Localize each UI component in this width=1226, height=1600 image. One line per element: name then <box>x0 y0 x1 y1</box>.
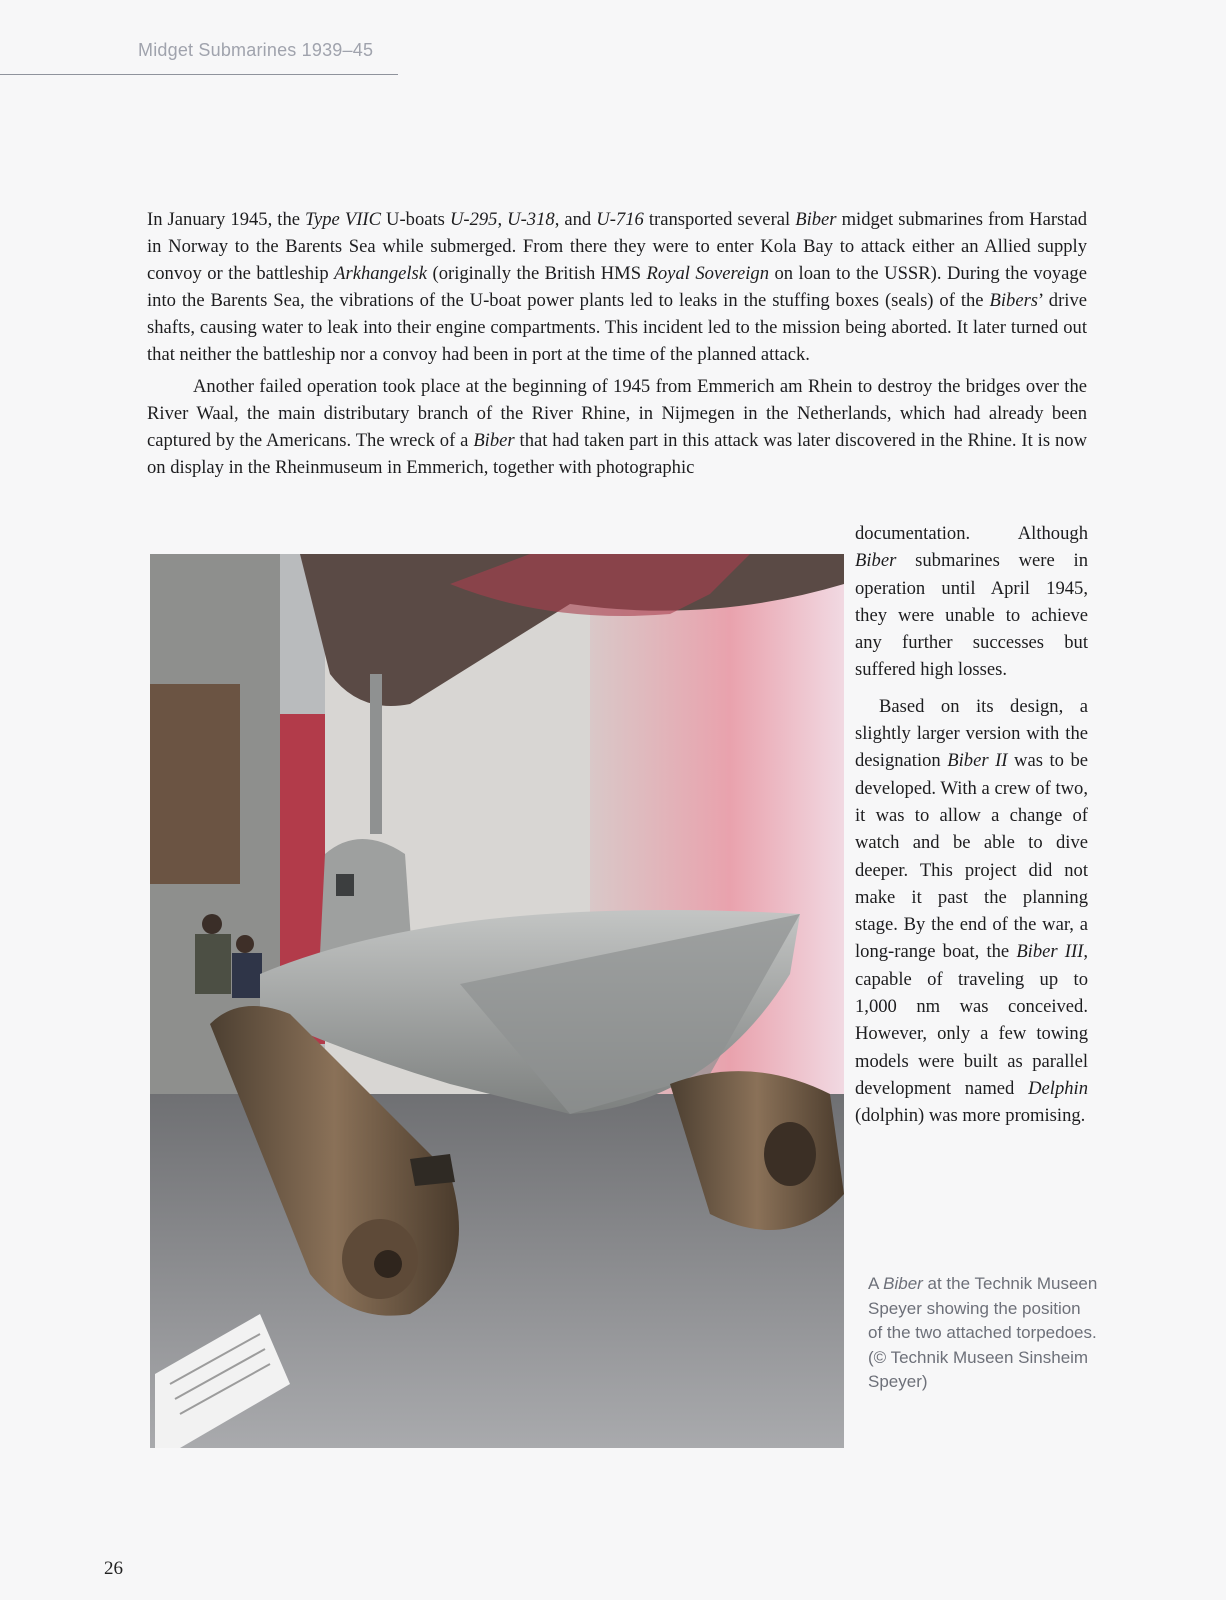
photo-caption: A Biber at the Technik Museen Speyer showing the position of the two attached torpedoes. (© Technik Museen Sinsheim Speyer) <box>868 1274 1098 1391</box>
paragraph-2: Another failed operation took place at the beginning of 1945 from Emmerich am Rhein to destroy the bridges over the River Waal, the main distributary branch of the River Rhine, in Nijmegen in the Netherlands, which had already been captured by the Americans. The wreck of a Biber that had taken part in this attack was later discovered in the Rhine. It is now on display in the Rheinmuseum in Emmerich, together with photographic <box>147 376 1087 478</box>
paragraph-2-continued: documentation. Although Biber submarines were in operation until April 1945, they were unable to achieve any further successes but suffered high losses. <box>855 523 1088 681</box>
biber-submarine-photo <box>150 554 844 1448</box>
page-number: 26 <box>104 1558 123 1579</box>
header-rule <box>0 74 398 75</box>
running-head: Midget Submarines 1939–45 <box>138 40 374 60</box>
paragraph-1: In January 1945, the Type VIIC U-boats U-295, U-318, and U-716 transported several Biber midget submarines from Harstad in Norway to the Barents Sea while submerged. From there they were to enter Kola Bay to attack either an Allied supply convoy or the battleship Arkhangelsk (originally the British HMS Royal Sovereign on loan to the USSR). During the voyage into the Barents Sea, the vibrations of the U-boat power plants led to leaks in the stuffing boxes (seals) of the Bibers’ drive shafts, causing water to leak into their engine compartments. This incident led to the mission being aborted. It later turned out that neither the battleship nor a convoy had been in port at the time of the planned attack. <box>147 209 1087 365</box>
side-column-text <box>855 520 1088 1130</box>
main-text <box>147 206 1087 481</box>
paragraph-3: Based on its design, a slightly larger version with the designation Biber II was to be developed. With a crew of two, it was to allow a change of watch and be able to dive deeper. This project did not make it past the planning stage. By the end of the war, a long-range boat, the Biber III, capable of traveling up to 1,000 nm was conceived. However, only a few towing models were built as parallel development named Delphin (dolphin) was more promising. <box>855 695 1089 1127</box>
